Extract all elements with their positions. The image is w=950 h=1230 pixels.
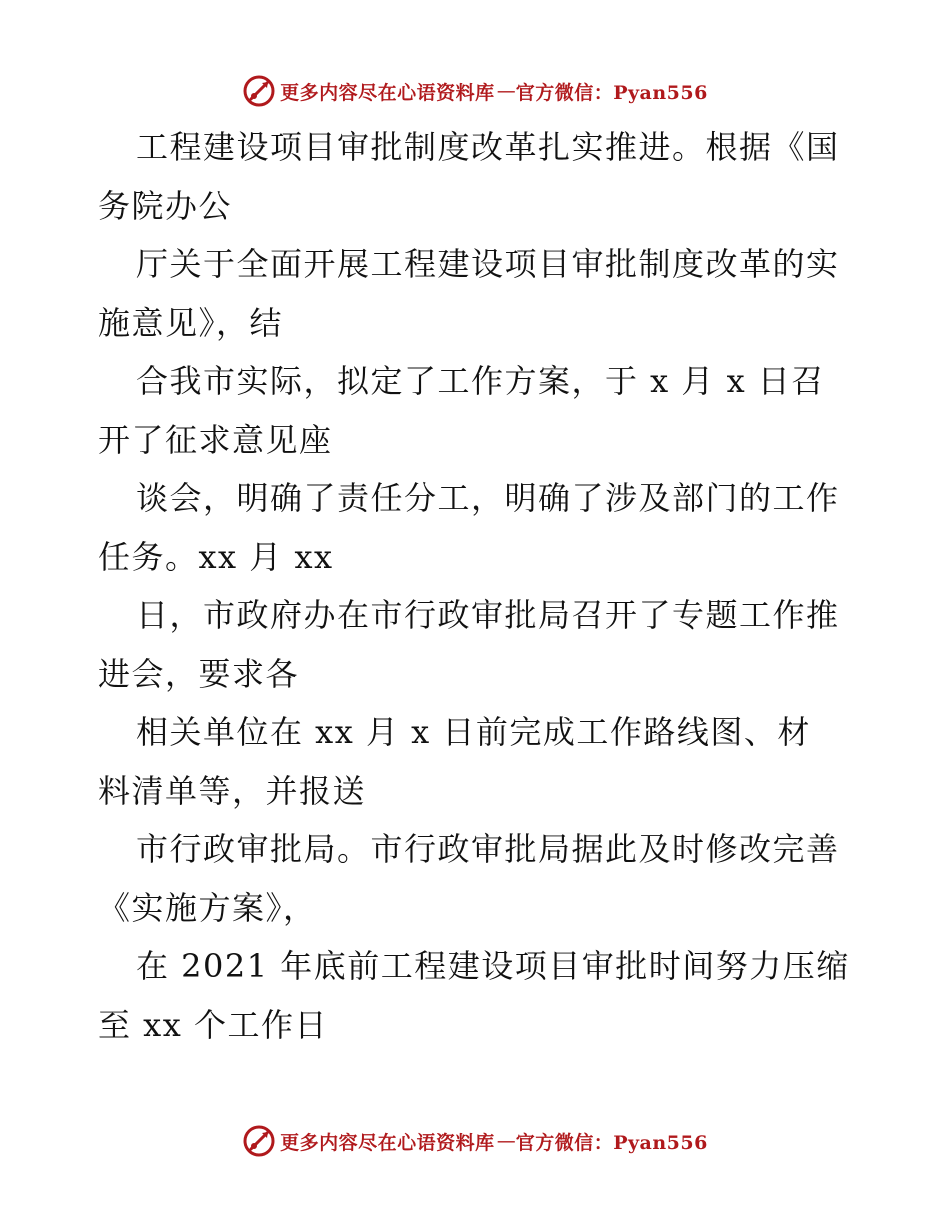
footer-banner [0,1121,950,1161]
paragraph-line: 相关单位在 xx 月 x 日前完成工作路线图、材 [136,713,811,751]
banner-wechat-label: 官方微信：Pyan556 [515,1131,708,1154]
banner-wechat-label: 官方微信：Pyan556 [515,81,708,104]
paragraph-line: 任务。xx 月 xx [98,537,334,576]
brush-logo-icon [242,74,276,108]
banner-brand-text: 更多内容尽在心语资料库 [280,1131,495,1154]
paragraph-line: 谈会，明确了责任分工，明确了涉及部门的工作 [136,479,840,517]
paragraph-line: 在 2021 年底前工程建设项目审批时间努力压缩 [136,947,850,985]
paragraph-line: 施意见》，结 [98,303,284,342]
paragraph-line: 合我市实际，拟定了工作方案，于 x 月 x 日召 [136,362,825,400]
banner-separator: — [496,80,516,102]
paragraph-line: 料清单等，并报送 [98,771,367,810]
paragraph-line: 务院办公 [98,186,233,225]
banner-separator: — [496,1130,516,1152]
paragraph-line: 工程建设项目审批制度改革扎实推进。根据《国 [136,128,840,166]
paragraph-line: 厅关于全面开展工程建设项目审批制度改革的实 [136,245,840,283]
paragraph-line: 进会，要求各 [98,654,300,693]
paragraph-line: 至 xx 个工作日 [98,1005,328,1044]
paragraph-line: 开了征求意见座 [98,420,333,459]
header-banner [0,71,950,111]
document-body [98,118,858,1054]
paragraph-line: 《实施方案》， [98,888,317,927]
banner-brand-text: 更多内容尽在心语资料库 [280,81,495,104]
paragraph-line: 市行政审批局。市行政审批局据此及时修改完善 [136,830,840,868]
paragraph-line: 日，市政府办在市行政审批局召开了专题工作推 [136,596,840,634]
brush-logo-icon [242,1124,276,1158]
